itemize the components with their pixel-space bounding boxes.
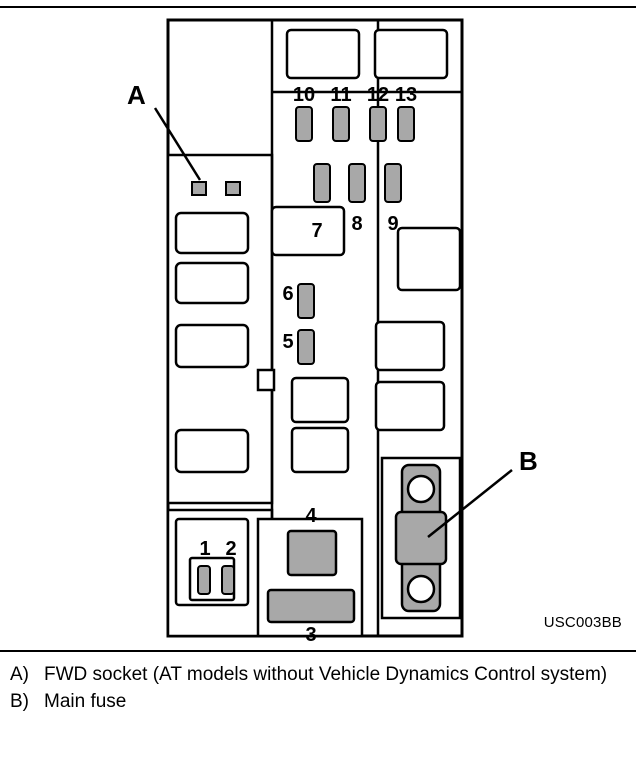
fuse-label-12: 12 bbox=[366, 84, 390, 106]
fuse-label-11: 11 bbox=[330, 84, 352, 106]
fuse-label-3: 3 bbox=[305, 624, 317, 646]
caption-key-a: A) bbox=[10, 664, 29, 685]
figure-code: USC003BB bbox=[543, 614, 622, 631]
fuse-label-8: 8 bbox=[351, 213, 363, 235]
figure-caption bbox=[0, 662, 636, 716]
caption-text-b: Main fuse bbox=[44, 691, 127, 712]
fuse-label-4: 4 bbox=[305, 505, 317, 527]
fuse-label-1: 1 bbox=[199, 538, 211, 560]
caption-item-b bbox=[0, 689, 636, 714]
fuse-label-7: 7 bbox=[311, 220, 323, 242]
fuse-label-9: 9 bbox=[387, 213, 399, 235]
caption-text-a: FWD socket (AT models without Vehicle Dynamics Control system) bbox=[44, 664, 608, 685]
fuse-label-2: 2 bbox=[225, 538, 237, 560]
caption-item-a bbox=[0, 662, 636, 687]
fuse-label-6: 6 bbox=[282, 283, 294, 305]
fuse-label-13: 13 bbox=[394, 84, 418, 106]
caption-key-b: B) bbox=[10, 691, 29, 712]
callout-label-a: A bbox=[127, 80, 146, 110]
fuse-label-5: 5 bbox=[282, 331, 294, 353]
callout-label-b: B bbox=[519, 446, 538, 476]
fuse-label-10: 10 bbox=[292, 84, 316, 106]
